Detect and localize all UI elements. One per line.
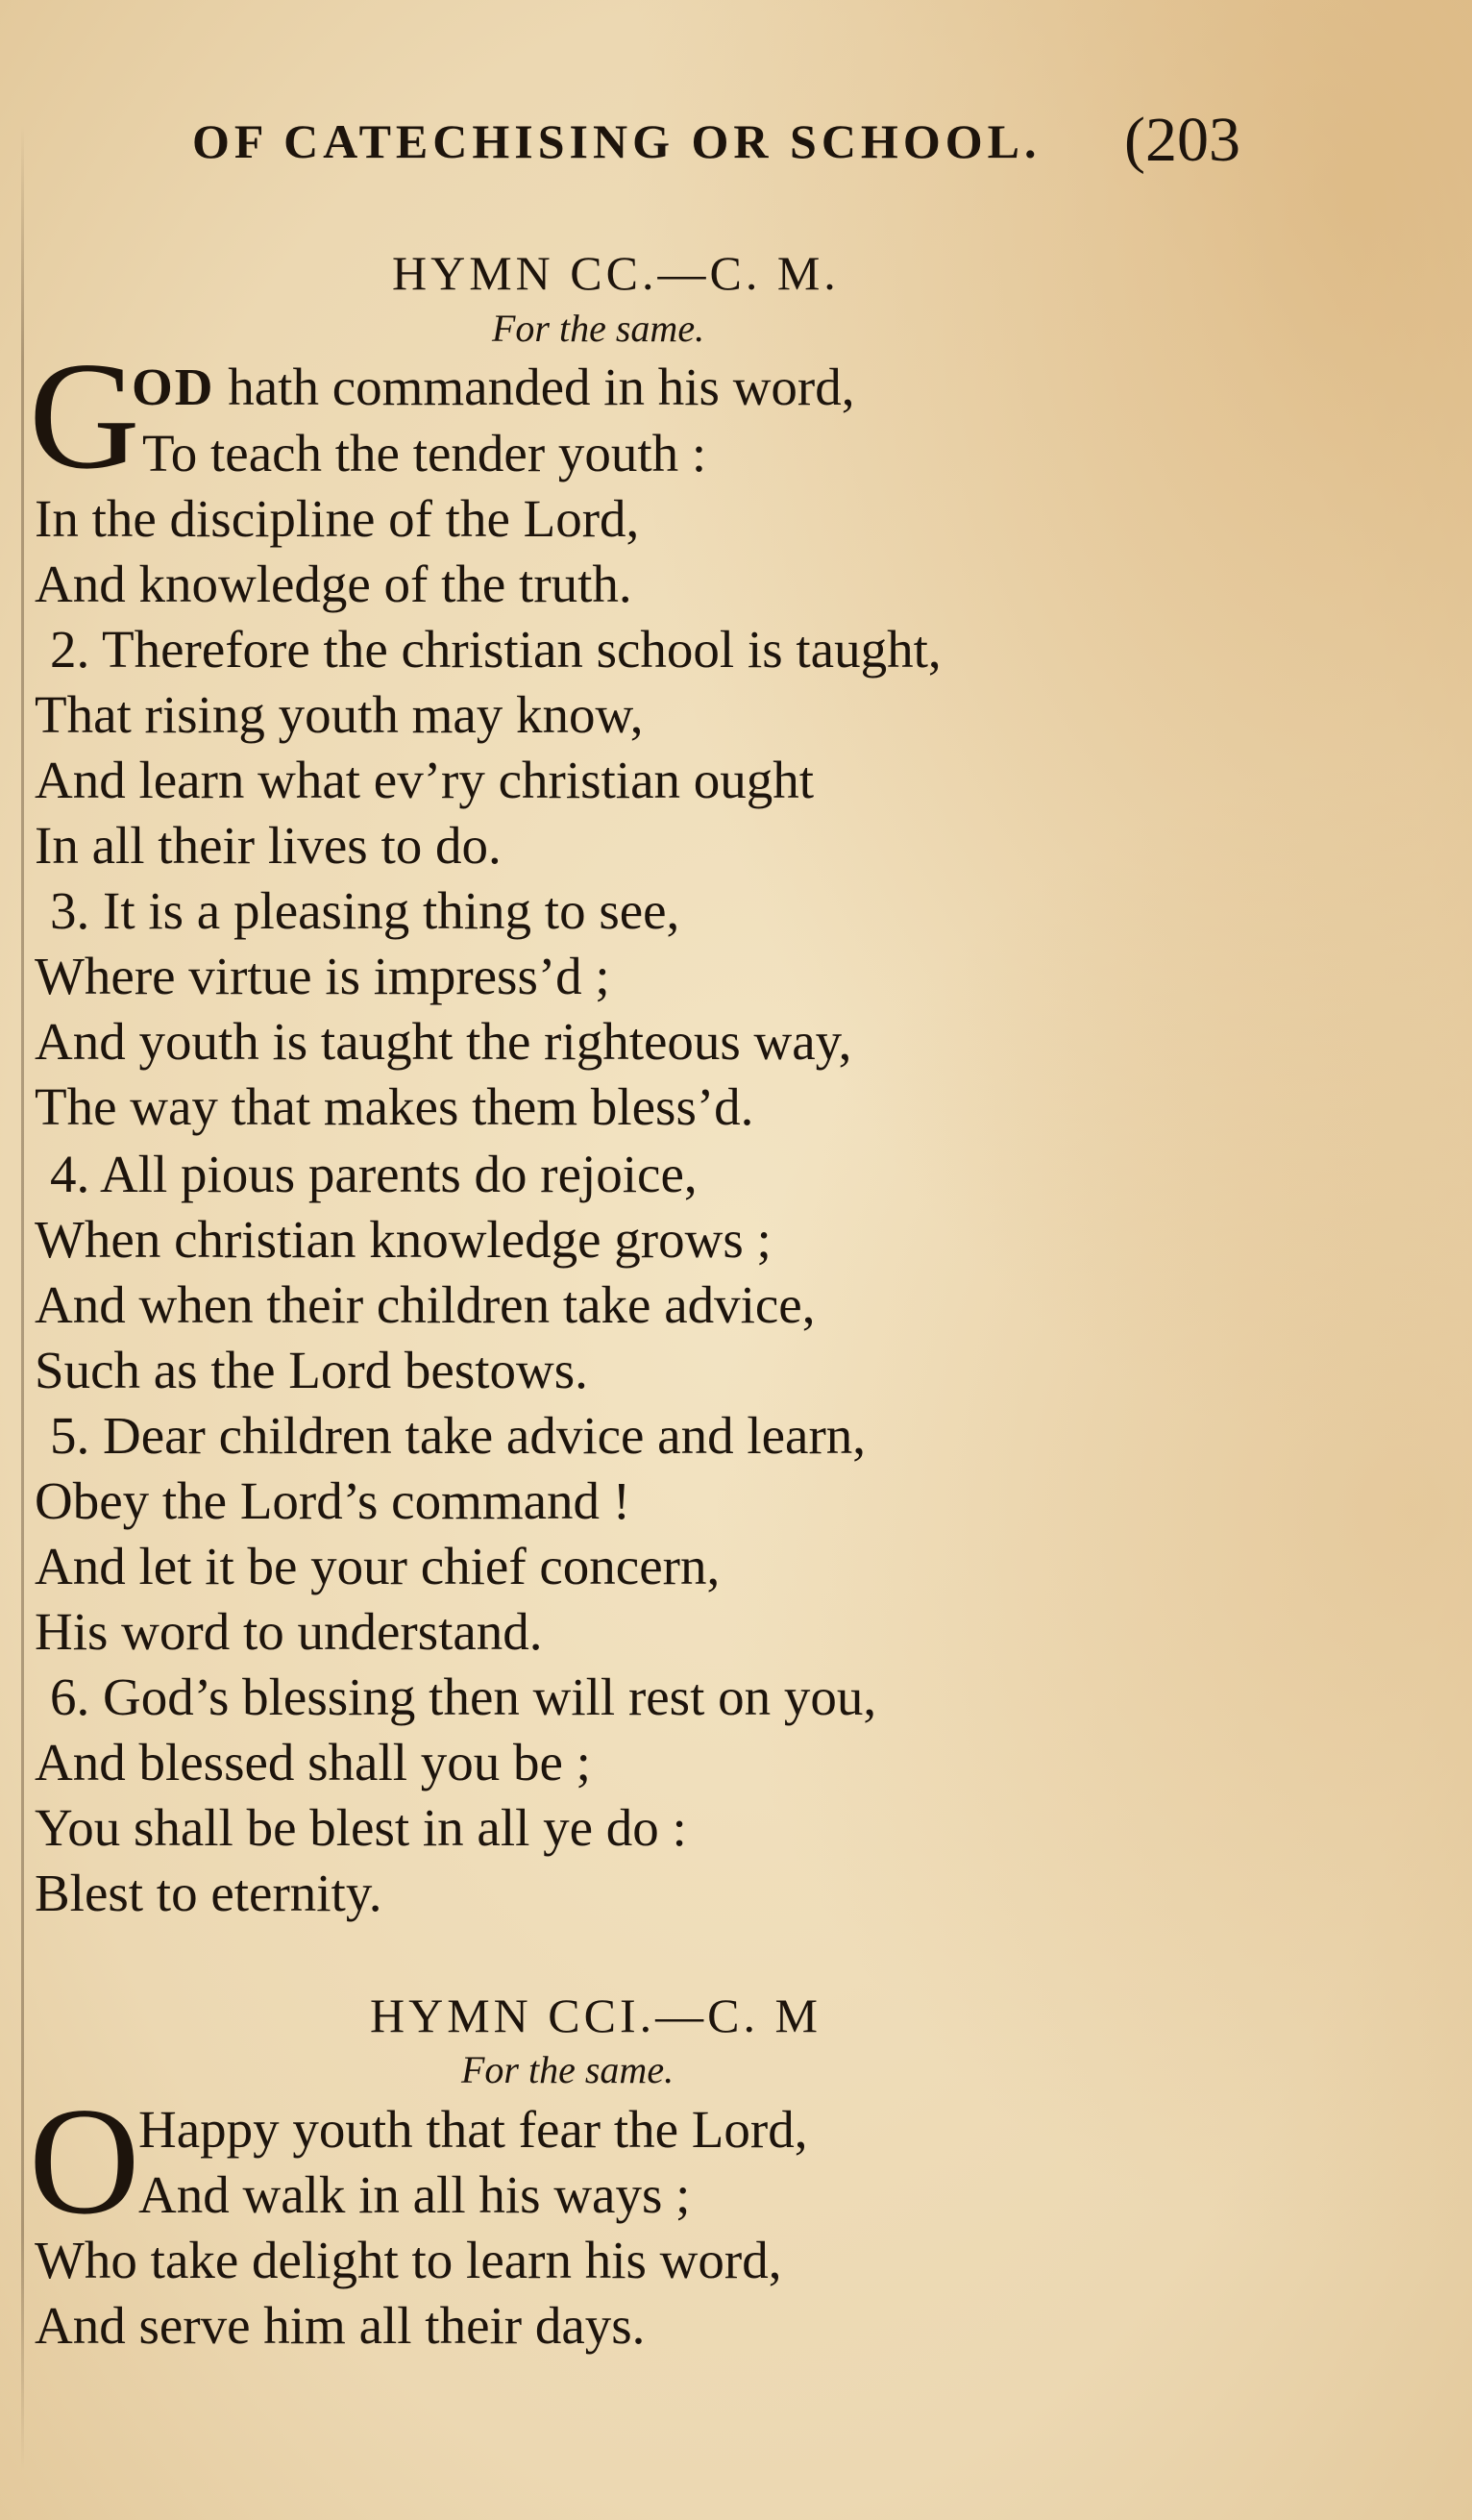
verse-line: To teach the tender youth : — [142, 424, 707, 482]
verse-line: The way that makes them bless’d. — [35, 1077, 754, 1136]
verse-line: His word to understand. — [35, 1602, 543, 1661]
verse-line: In all their lives to do. — [35, 816, 502, 875]
verse-line: And youth is taught the righteous way, — [35, 1012, 852, 1071]
verse-line: Happy youth that fear the Lord, — [138, 2100, 808, 2159]
verse-line: You shall be blest in all ye do : — [35, 1798, 687, 1857]
verse-line: Such as the Lord bestows. — [35, 1341, 588, 1399]
verse-line — [132, 358, 855, 416]
verse-line: When christian knowledge grows ; — [35, 1210, 772, 1269]
verse-line: Where virtue is impress’d ; — [35, 947, 610, 1005]
drop-cap: G — [29, 330, 140, 501]
verse-line: And when their children take advice, — [35, 1275, 816, 1334]
verse-line: Who take delight to learn his word, — [35, 2231, 782, 2289]
verse-line: And knowledge of the truth. — [35, 555, 632, 613]
lead-word: OD — [132, 358, 215, 416]
verse-line: 4. All pious parents do rejoice, — [50, 1145, 698, 1203]
page-header — [192, 105, 1278, 190]
verse-line: 6. God’s blessing then will rest on you, — [50, 1668, 877, 1726]
hymn-subtitle: For the same. — [461, 2048, 675, 2091]
verse-line: In the discipline of the Lord, — [35, 489, 640, 548]
gutter-shadow — [21, 125, 24, 2470]
running-head: OF CATECHISING OR SCHOOL. — [192, 114, 1042, 168]
verse-line: And serve him all their days. — [35, 2296, 646, 2355]
verse-line: 3. It is a pleasing thing to see, — [50, 881, 680, 940]
verse-line: That rising youth may know, — [35, 685, 644, 744]
verse-line: And let it be your chief concern, — [35, 1537, 721, 1595]
verse-line: And blessed shall you be ; — [35, 1733, 591, 1791]
verse-line: And learn what ev’ry christian ought — [35, 751, 815, 809]
verse-line: Obey the Lord’s command ! — [35, 1471, 631, 1530]
verse-line: And walk in all his ways ; — [138, 2165, 691, 2224]
verse-line: Blest to eternity. — [35, 1864, 382, 1922]
drop-cap: O — [29, 2075, 140, 2246]
page-number: (203 — [1124, 105, 1240, 175]
verse-line: 5. Dear children take advice and learn, — [50, 1406, 867, 1465]
hymn-title: HYMN CC.—C. M. — [392, 246, 840, 300]
hymn-title: HYMN CCI.—C. M — [370, 1989, 822, 2042]
verse-line-text: hath commanded in his word, — [214, 358, 855, 416]
verse-line: 2. Therefore the christian school is taught, — [50, 620, 942, 679]
hymn-subtitle: For the same. — [492, 307, 705, 350]
